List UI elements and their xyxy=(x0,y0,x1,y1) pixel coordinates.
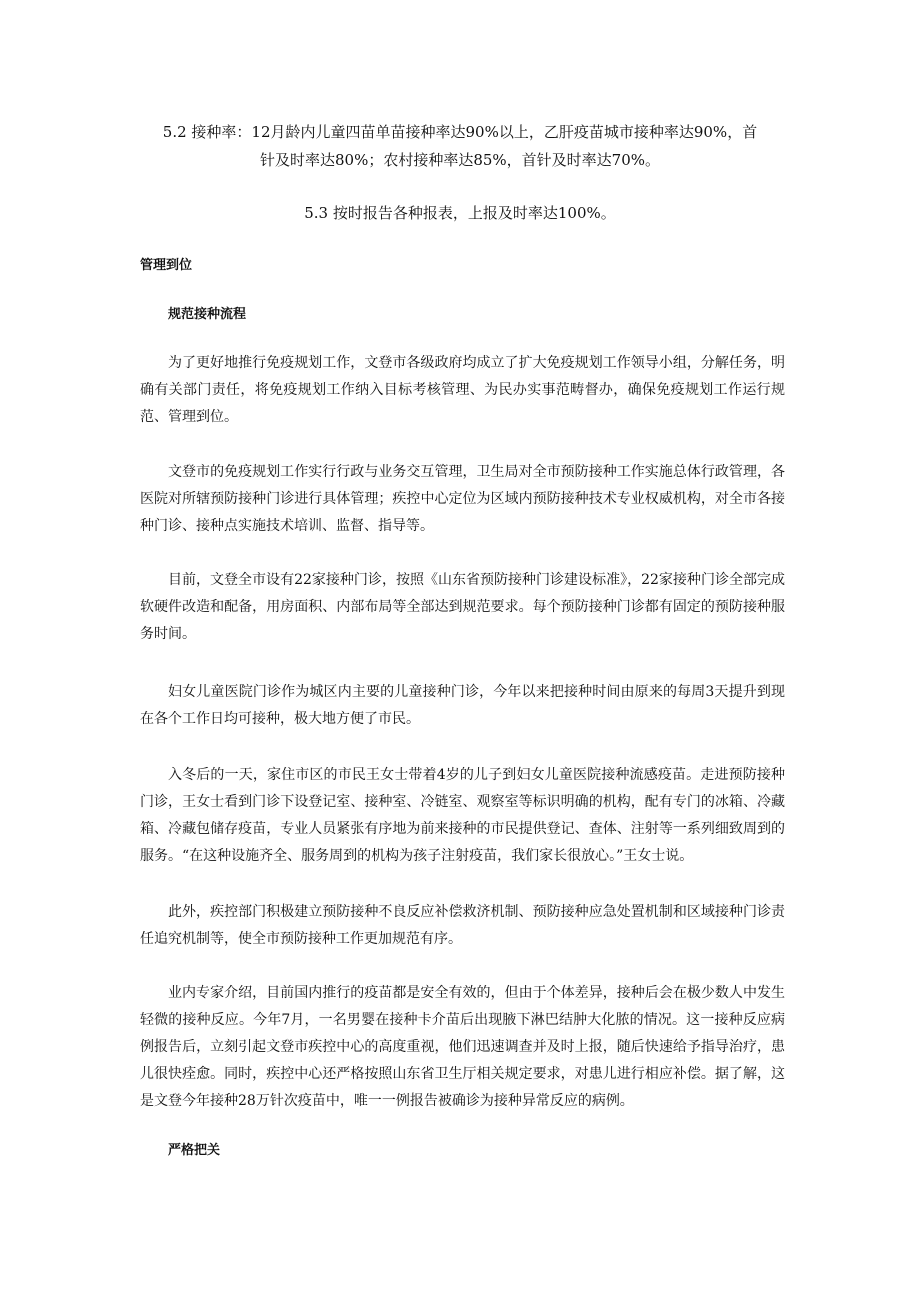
item-5-2-line1: 5.2 接种率：12月龄内儿童四苗单苗接种率达90%以上，乙肝疫苗城市接种率达90%，首 xyxy=(162,123,758,141)
paragraph-3: 目前，文登全市设有22家接种门诊，按照《山东省预防接种门诊建设标准》，22家接种门诊全部完成软硬件改造和配备，用房面积、内部布局等全部达到规范要求。每个预防接种门诊都有固定的预防接种服务时间。 xyxy=(140,572,785,642)
paragraph-2: 文登市的免疫规划工作实行行政与业务交互管理，卫生局对全市预防接种工作实施总体行政管理，各医院对所辖预防接种门诊进行具体管理；疾控中心定位为区域内预防接种技术专业权威机构，对全市各接种门诊、接种点实施技术培训、监督、指导等。 xyxy=(140,464,785,534)
item-5-2-line2: 针及时率达80%；农村接种率达85%，首针及时率达70%。 xyxy=(259,151,661,169)
paragraph-4: 妇女儿童医院门诊作为城区内主要的儿童接种门诊，今年以来把接种时间由原来的每周3天提升到现在各个工作日均可接种，极大地方便了市民。 xyxy=(140,684,785,727)
heading-strict-control: 严格把关 xyxy=(168,1143,221,1158)
paragraph-7: 业内专家介绍，目前国内推行的疫苗都是安全有效的，但由于个体差异，接种后会在极少数人中发生轻微的接种反应。今年7月，一名男婴在接种卡介苗后出现腋下淋巴结肿大化脓的情况。这一接种反应病例报告后，立刻引起文登市疾控中心的高度重视，他们迅速调查并及时上报，随后快速给予指导治疗，患儿很快痊愈。同时，疾控中心还严格按照山东省卫生厅相关规定要求，对患儿进行相应补偿。据了解，这是文登今年接种28万针次疫苗中，唯一一例报告被确诊为接种异常反应的病例。 xyxy=(140,985,785,1109)
paragraph-6: 此外，疾控部门积极建立预防接种不良反应补偿救济机制、预防接种应急处置机制和区域接种门诊责任追究机制等，使全市预防接种工作更加规范有序。 xyxy=(140,904,785,947)
paragraph-5: 入冬后的一天，家住市区的市民王女士带着4岁的儿子到妇女儿童医院接种流感疫苗。走进预防接种门诊，王女士看到门诊下设登记室、接种室、冷链室、观察室等标识明确的机构，配有专门的冰箱、冷藏箱、冷藏包储存疫苗，专业人员紧张有序地为前来接种的市民提供登记、查体、注射等一系列细致周到的服务。“在这种设施齐全、服务周到的机构为孩子注射疫苗，我们家长很放心。”王女士说。 xyxy=(140,767,785,864)
heading-management: 管理到位 xyxy=(140,258,193,273)
paragraph-1: 为了更好地推行免疫规划工作，文登市各级政府均成立了扩大免疫规划工作领导小组，分解任务，明确有关部门责任，将免疫规划工作纳入目标考核管理、为民办实事范畴督办，确保免疫规划工作运行规范、管理到位。 xyxy=(140,355,785,425)
item-5-3: 5.3 按时报告各种报表，上报及时率达100%。 xyxy=(304,204,616,222)
heading-standardize-process: 规范接种流程 xyxy=(168,307,247,322)
